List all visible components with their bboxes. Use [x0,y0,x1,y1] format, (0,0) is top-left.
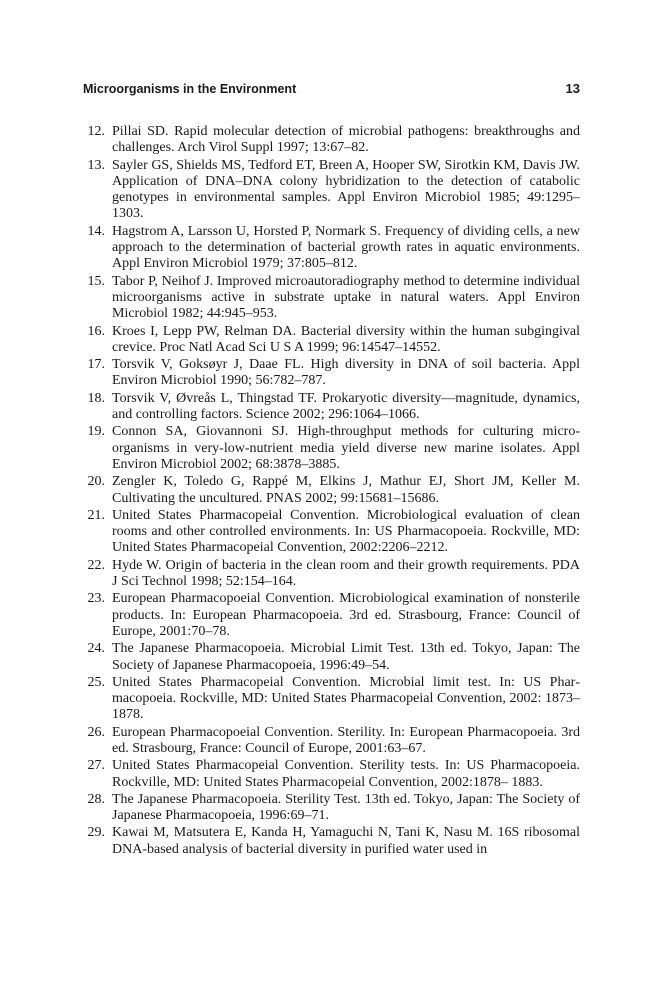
reference-text: Torsvik V, Øvreås L, Thingstad TF. Prokaryotic diversity—magnitude, dynamics, and controlling factors. Science 2002; 296:1064–1066. [112,390,580,423]
running-header [83,79,580,99]
reference-item [83,274,580,323]
reference-item [83,391,580,424]
reference-text: Tabor P, Neihof J. Improved microautoradiography method to determine individual microorganisms active in substrate uptake in natural waters. Appl Environ Microbiol 1982; 44:945–953. [112,273,580,322]
reference-text: Zengler K, Toledo G, Rappé M, Elkins J, Mathur EJ, Short JM, Keller M. Cultivating the uncultured. PNAS 2002; 99:15681–15686. [112,474,580,506]
reference-text: The Japanese Pharmacopoeia. Sterility Test. 13th ed. Tokyo, Japan: The Society of Japanese Pharmacopoeia, 1996:69–71. [112,791,580,824]
reference-number: 16. [87,323,105,339]
reference-text: Hagstrom A, Larsson U, Horsted P, Normark S. Frequency of dividing cells, a new approach to the determination of bacterial growth rates in aquatic environments. Appl Environ Microbiol 1979; 37:805–812. [112,223,580,272]
reference-item [83,758,580,791]
reference-item [83,825,580,858]
reference-text: Sayler GS, Shields MS, Tedford ET, Breen A, Hooper SW, Sirotkin KM, Davis JW. Application of DNA–DNA colony hybridization to the detection of catabolic genotypes in environmental samples. Appl Environ Microbiol 1985; 49:1295–1303. [112,157,580,222]
reference-list [83,124,580,859]
reference-item [83,558,580,591]
reference-item [83,508,580,557]
reference-text: United States Pharmacopeial Convention. Sterility tests. In: US Pharmacopoeia. Rockville, MD: United States Pharmacopeial Convention, 2002:1878– 1883. [112,758,580,790]
reference-number: 21. [87,507,105,523]
reference-number: 26. [87,724,105,740]
reference-text: Pillai SD. Rapid molecular detection of microbial pathogens: breakthroughs and challenges. Arch Virol Suppl 1997; 13:67–82. [112,124,580,156]
reference-text: Kawai M, Matsutera E, Kanda H, Yamaguchi N, Tani K, Nasu M. 16S ribosomal DNA-based analysis of bacterial diversity in purified water used in [112,825,580,857]
reference-text: Kroes I, Lepp PW, Relman DA. Bacterial diversity within the human subgingival crevice. Proc Natl Acad Sci U S A 1999; 96:14547–14552. [112,323,580,355]
reference-number: 20. [87,474,105,490]
reference-item [83,357,580,390]
reference-item [83,792,580,825]
reference-number: 24. [87,641,105,657]
reference-number: 22. [87,557,105,573]
reference-item [83,591,580,640]
reference-number: 27. [87,758,105,774]
reference-number: 29. [87,825,105,841]
reference-number: 12. [87,124,105,139]
page-number: 13 [565,81,580,96]
running-title: Microorganisms in the Environment [83,82,297,96]
reference-item [83,324,580,357]
reference-item [83,641,580,674]
reference-number: 15. [87,273,105,289]
reference-item [83,725,580,758]
reference-number: 25. [87,674,105,690]
reference-item [83,424,580,473]
reference-number: 17. [87,357,105,373]
reference-item [83,124,580,157]
reference-item [83,158,580,223]
reference-item [83,224,580,273]
reference-number: 18. [87,390,105,406]
reference-text: United States Pharmacopeial Convention. Microbiological evaluation of clean rooms and other controlled environments. In: US Pharmacopoeia. Rockville, MD: United States Pharmacopeial Convention, 2002:2206–2212. [112,507,580,556]
reference-text: United States Pharmacopeial Convention. Microbial limit test. In: US Pharmacopoeia. Rockville, MD: United States Pharmacopeial Convention, 2002: 1873–1878. [112,674,580,723]
reference-item [83,474,580,507]
reference-number: 19. [87,424,105,440]
reference-text: The Japanese Pharmacopoeia. Microbial Limit Test. 13th ed. Tokyo, Japan: The Society of Japanese Pharmacopoeia, 1996:49–54. [112,641,580,673]
reference-number: 28. [87,791,105,807]
reference-text: Torsvik V, Goksøyr J, Daae FL. High diversity in DNA of soil bacteria. Appl Environ Microbiol 1990; 56:782–787. [112,357,580,389]
reference-text: Connon SA, Giovannoni SJ. High-throughput methods for culturing microorganisms in very-low-nutrient media yield diverse new marine isolates. Appl Environ Microbiol 2002; 68:3878–3885. [112,424,580,472]
reference-text: European Pharmacopoeial Convention. Sterility. In: European Pharmacopoeia. 3rd ed. Strasbourg, France: Council of Europe, 2001:63–67. [112,724,580,756]
reference-number: 13. [87,157,105,173]
reference-text: Hyde W. Origin of bacteria in the clean room and their growth requirements. PDA J Sci Technol 1998; 52:154–164. [112,557,580,590]
reference-number: 23. [87,591,105,607]
reference-item [83,675,580,724]
reference-text: European Pharmacopoeial Convention. Microbiological examination of nonsterile products. In: European Pharmacopoeia. 3rd ed. Strasbourg, France: Council of Europe, 2001:70–78. [112,591,580,639]
reference-number: 14. [87,223,105,239]
